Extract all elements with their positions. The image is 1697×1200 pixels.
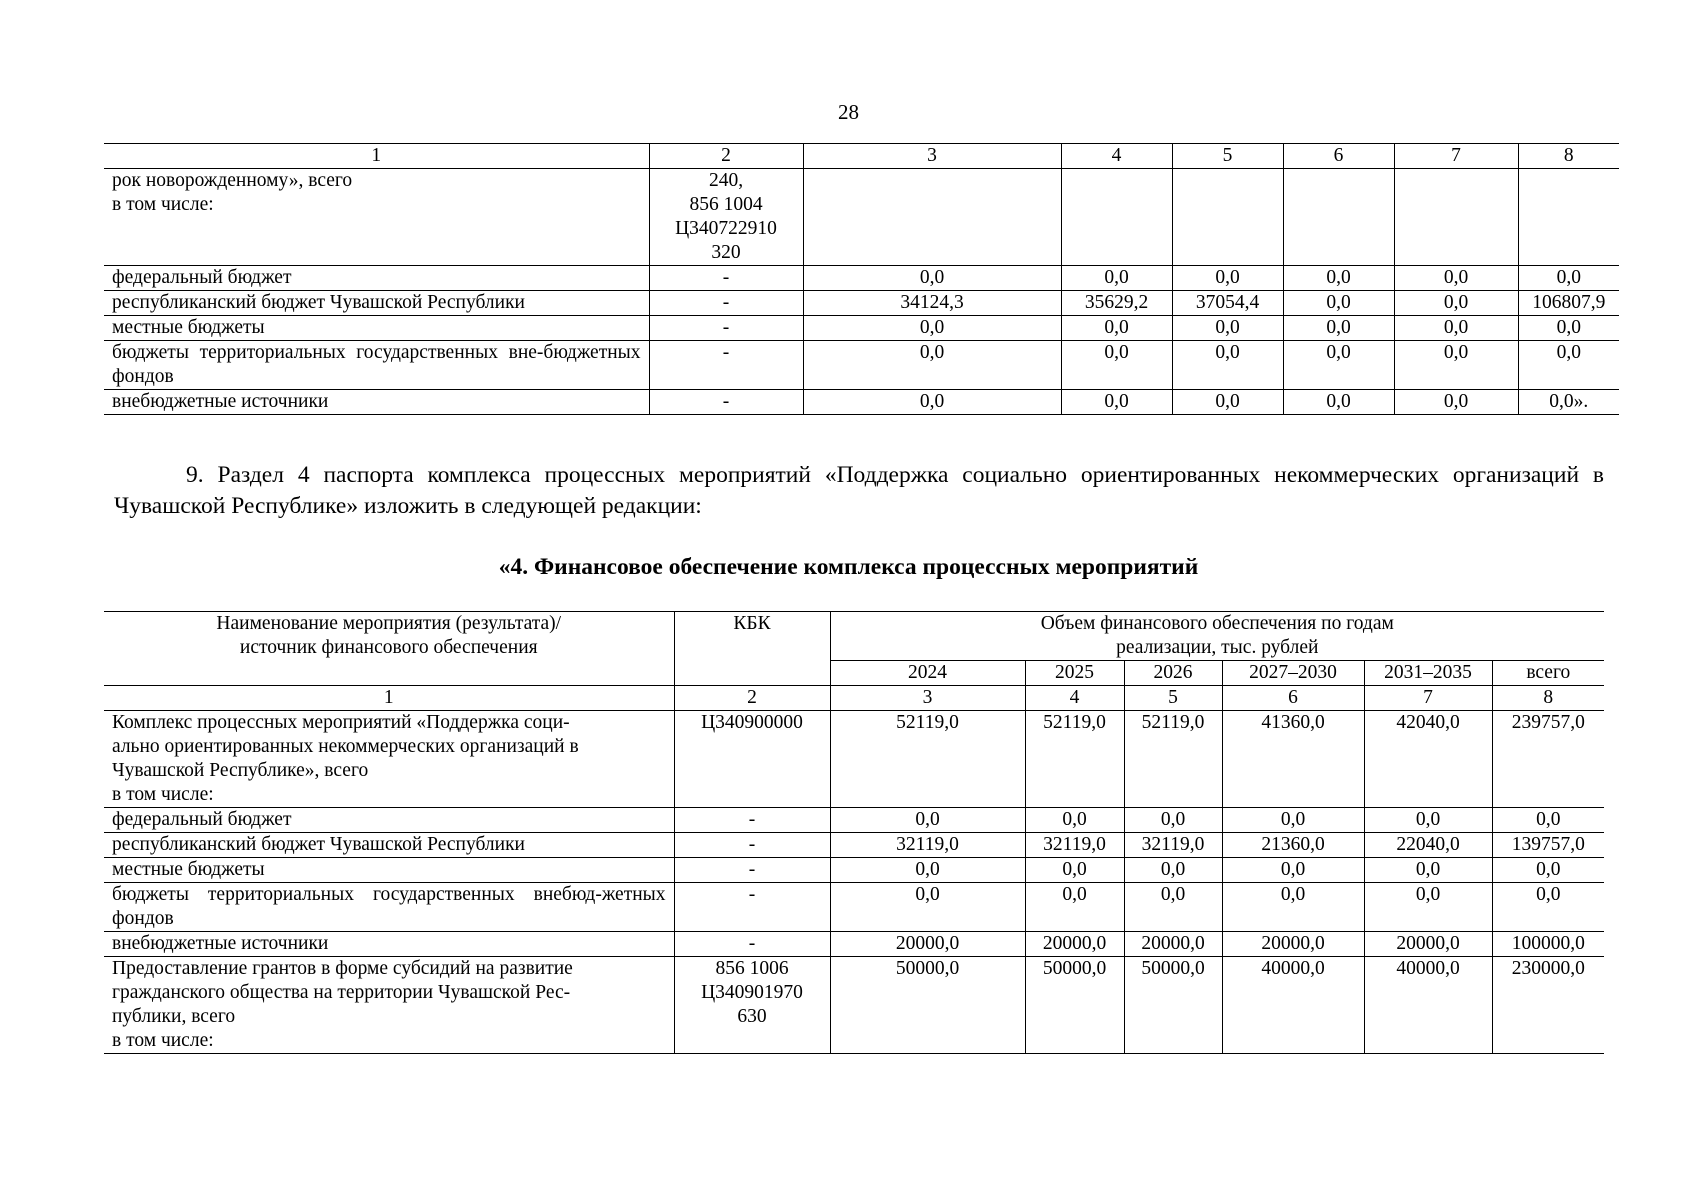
cell-value: 0,0: [1222, 883, 1364, 932]
cell-value: 0,0: [1061, 266, 1172, 291]
kbk-line: 630: [737, 1006, 767, 1027]
row-name: бюджеты территориальных государственных вне-бюджетных фондов: [104, 341, 649, 390]
column-number: 1: [104, 144, 649, 169]
cell-value: 0,0: [830, 883, 1025, 932]
cell-value: 0,0: [1518, 341, 1619, 390]
kbk-line: 856 1006: [715, 958, 789, 979]
cell-value: 0,0: [1124, 858, 1222, 883]
row-name-line: в том числе:: [112, 784, 214, 805]
cell-value: 0,0: [1492, 858, 1604, 883]
column-number: 1: [104, 686, 674, 711]
row-name: [104, 711, 674, 808]
row-name-line: гражданского общества на территории Чувашской Рес-: [112, 982, 571, 1003]
section-heading: «4. Финансовое обеспечение комплекса процессных мероприятий: [498, 554, 1199, 580]
header-year: 2031–2035: [1364, 661, 1492, 686]
cell-value: 50000,0: [1025, 957, 1124, 1054]
header-name-line: источник финансового обеспечения: [239, 637, 538, 658]
table-row: [104, 957, 1604, 1054]
row-name: республиканский бюджет Чувашской Республики: [104, 833, 674, 858]
row-name: местные бюджеты: [104, 316, 649, 341]
cell-value: 0,0: [1172, 390, 1283, 415]
kbk-line: 856 1004: [689, 194, 763, 215]
row-kbk: -: [649, 291, 803, 316]
cell-value: 0,0: [1394, 266, 1518, 291]
column-number: 6: [1283, 144, 1394, 169]
row-name: [104, 169, 649, 266]
kbk-line: Ц340722910: [675, 218, 777, 239]
cell-value: 0,0: [1283, 390, 1394, 415]
cell-value: 0,0: [1492, 883, 1604, 932]
table-row: [104, 266, 1619, 291]
row-name: федеральный бюджет: [104, 808, 674, 833]
header-year: 2025: [1025, 661, 1124, 686]
cell-value: 0,0: [1364, 883, 1492, 932]
row-kbk: -: [649, 341, 803, 390]
cell-value: 50000,0: [830, 957, 1025, 1054]
row-kbk: Ц340900000: [674, 711, 830, 808]
row-kbk: -: [649, 316, 803, 341]
row-kbk: -: [674, 858, 830, 883]
cell-value: 100000,0: [1492, 932, 1604, 957]
cell-value: 52119,0: [1124, 711, 1222, 808]
row-name-line: ально ориентированных некоммерческих организаций в: [112, 736, 579, 757]
row-name: бюджеты территориальных государственных внебюд-жетных фондов: [104, 883, 674, 932]
cell-value: 20000,0: [1222, 932, 1364, 957]
cell-value: 239757,0: [1492, 711, 1604, 808]
cell-value: 0,0: [830, 808, 1025, 833]
row-name-line: Чувашской Республике», всего: [112, 760, 369, 781]
table-row: [104, 316, 1619, 341]
header-volume-line: реализации, тыс. рублей: [1116, 637, 1319, 658]
cell-value: 52119,0: [1025, 711, 1124, 808]
cell-value: 0,0: [1124, 883, 1222, 932]
row-name: республиканский бюджет Чувашской Республики: [104, 291, 649, 316]
header-volume-line: Объем финансового обеспечения по годам: [1040, 613, 1394, 634]
cell-value: 0,0: [1364, 808, 1492, 833]
cell-value: 0,0: [1283, 266, 1394, 291]
column-number: 2: [674, 686, 830, 711]
cell-value: 0,0: [1025, 883, 1124, 932]
kbk-line: Ц340901970: [701, 982, 803, 1003]
column-number: 8: [1518, 144, 1619, 169]
column-numbers-row: [104, 144, 1619, 169]
cell-value: 0,0: [1518, 266, 1619, 291]
column-number: 4: [1025, 686, 1124, 711]
cell-value: 0,0: [1394, 291, 1518, 316]
row-name-line: рок новорожденному», всего: [112, 170, 353, 191]
header-name-line: Наименование мероприятия (результата)/: [216, 613, 562, 634]
cell-value: 35629,2: [1061, 291, 1172, 316]
column-number: 3: [830, 686, 1025, 711]
row-kbk: [674, 957, 830, 1054]
cell-value: 0,0: [803, 341, 1061, 390]
column-number: 5: [1172, 144, 1283, 169]
column-numbers-row: [104, 686, 1604, 711]
row-name: внебюджетные источники: [104, 390, 649, 415]
column-number: 7: [1364, 686, 1492, 711]
column-number: 3: [803, 144, 1061, 169]
cell-value: 22040,0: [1364, 833, 1492, 858]
column-number: 6: [1222, 686, 1364, 711]
cell-value: 0,0: [1518, 316, 1619, 341]
table-row: [104, 390, 1619, 415]
row-name-line: в том числе:: [112, 1030, 214, 1051]
cell-value: 20000,0: [1124, 932, 1222, 957]
cell-value: 0,0: [1025, 858, 1124, 883]
cell-value: 40000,0: [1222, 957, 1364, 1054]
cell-value: 41360,0: [1222, 711, 1364, 808]
column-number: 5: [1124, 686, 1222, 711]
cell-value: 0,0: [1394, 341, 1518, 390]
cell-value: 0,0: [1172, 341, 1283, 390]
kbk-line: 240,: [708, 170, 744, 191]
cell-value: 0,0».: [1518, 390, 1619, 415]
cell-value: 0,0: [1172, 266, 1283, 291]
cell-value: 0,0: [1124, 808, 1222, 833]
table-row: [104, 808, 1604, 833]
body-paragraph: 9. Раздел 4 паспорта комплекса процессных мероприятий «Поддержка социально ориентированных некоммерческих организаций в Чувашской Республике» изложить в следующей редакции:: [114, 462, 1604, 519]
cell-value: 0,0: [1492, 808, 1604, 833]
cell-value: 34124,3: [803, 291, 1061, 316]
row-name: внебюджетные источники: [104, 932, 674, 957]
table-row: [104, 341, 1619, 390]
header-kbk: КБК: [674, 612, 830, 686]
financing-table: [104, 611, 1604, 1054]
cell-value: 0,0: [1172, 316, 1283, 341]
row-name-line: Предоставление грантов в форме субсидий на развитие: [112, 958, 573, 979]
cell-value: 20000,0: [1364, 932, 1492, 957]
cell-value: 21360,0: [1222, 833, 1364, 858]
cell-value: 0,0: [1394, 390, 1518, 415]
cell-value: 37054,4: [1172, 291, 1283, 316]
cell-value: 32119,0: [1124, 833, 1222, 858]
header-year: всего: [1492, 661, 1604, 686]
table-row: [104, 169, 1619, 266]
table-row: [104, 833, 1604, 858]
row-kbk: -: [649, 266, 803, 291]
cell-value: 0,0: [803, 266, 1061, 291]
row-kbk: -: [674, 808, 830, 833]
cell-value: 40000,0: [1364, 957, 1492, 1054]
cell-value: 20000,0: [1025, 932, 1124, 957]
cell-value: 0,0: [1364, 858, 1492, 883]
cell-value: 20000,0: [830, 932, 1025, 957]
row-name: федеральный бюджет: [104, 266, 649, 291]
cell-value: 0,0: [803, 316, 1061, 341]
row-name: местные бюджеты: [104, 858, 674, 883]
kbk-line: 320: [711, 242, 741, 263]
cell-value: 42040,0: [1364, 711, 1492, 808]
column-number: 2: [649, 144, 803, 169]
row-name-line: в том числе:: [112, 194, 214, 215]
cell-value: 52119,0: [830, 711, 1025, 808]
cell-value: 0,0: [1061, 390, 1172, 415]
header-year: 2026: [1124, 661, 1222, 686]
cell-value: 0,0: [1283, 291, 1394, 316]
cell-value: 0,0: [1025, 808, 1124, 833]
row-kbk: -: [674, 833, 830, 858]
header-row: [104, 612, 1604, 661]
table-continuation: [104, 143, 1619, 415]
row-name: [104, 957, 674, 1054]
page-number: 28: [838, 100, 859, 124]
column-number: 8: [1492, 686, 1604, 711]
cell-value: 106807,9: [1518, 291, 1619, 316]
cell-value: 0,0: [1394, 316, 1518, 341]
row-name-line: публики, всего: [112, 1006, 236, 1027]
cell-value: 50000,0: [1124, 957, 1222, 1054]
column-number: 4: [1061, 144, 1172, 169]
row-name-line: Комплекс процессных мероприятий «Поддержка соци-: [112, 712, 570, 733]
table-row: [104, 858, 1604, 883]
cell-value: 32119,0: [1025, 833, 1124, 858]
cell-value: 230000,0: [1492, 957, 1604, 1054]
cell-value: 0,0: [803, 390, 1061, 415]
row-kbk: -: [649, 390, 803, 415]
header-volume: [830, 612, 1604, 661]
cell-value: 0,0: [1222, 858, 1364, 883]
cell-value: 0,0: [1061, 316, 1172, 341]
table-row: [104, 711, 1604, 808]
row-kbk: -: [674, 883, 830, 932]
header-name: [104, 612, 674, 686]
row-kbk: -: [674, 932, 830, 957]
table-row: [104, 291, 1619, 316]
table-row: [104, 932, 1604, 957]
table-row: [104, 883, 1604, 932]
row-kbk: [649, 169, 803, 266]
header-year: 2027–2030: [1222, 661, 1364, 686]
cell-value: 0,0: [1283, 341, 1394, 390]
cell-value: 0,0: [1061, 341, 1172, 390]
header-year: 2024: [830, 661, 1025, 686]
cell-value: 139757,0: [1492, 833, 1604, 858]
column-number: 7: [1394, 144, 1518, 169]
cell-value: 0,0: [830, 858, 1025, 883]
cell-value: 32119,0: [830, 833, 1025, 858]
cell-value: 0,0: [1283, 316, 1394, 341]
cell-value: 0,0: [1222, 808, 1364, 833]
